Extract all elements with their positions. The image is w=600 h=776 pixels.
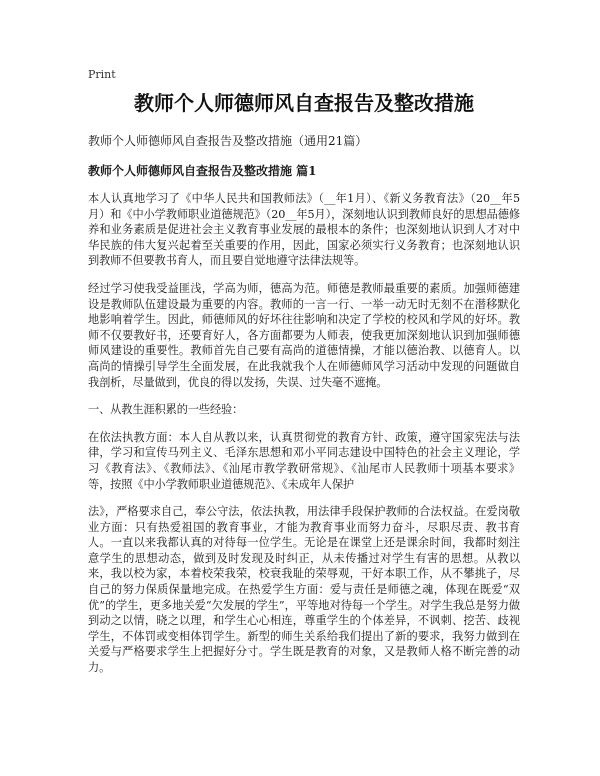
document-subtitle: 教师个人师德师风自查报告及整改措施（通用21篇） [88, 134, 368, 148]
page-title: 教师个人师德师风自查报告及整改措施 [134, 91, 474, 115]
paragraph-3: 在依法执教方面：本人自从教以来，认真贯彻党的教育方针、政策，遵守国家宪法与法律，学习和宣传马列主义、毛泽东思想和邓小平同志建设中国特色的社会主义理论，学习《教育法》、《教师法》、《汕尾市教学教研常规》、《汕尾市人民教师十项基本要求》等，按照《中小学教师职业道德规范》、《未成年人保护 [88, 430, 520, 491]
section-heading: 教师个人师德师风自查报告及整改措施 篇1 [88, 164, 317, 178]
paragraph-1: 本人认真地学习了《中华人民共和国教师法》（__年1月）、《新义务教育法》（20__年5月）和《中小学教师职业道德规范》（20__年5月），深刻地认识到教师良好的思想品德修养和业务素质是促进社会主义教育事业发展的最根本的条件；也深刻地认识到人才对中华民族的伟大复兴起着至关重要的作用，因此，国家必须实行义务教育；也深刻地认识到教师不但要教书育人，而且要自觉地遵守法律法规等。 [88, 192, 520, 268]
paragraph-2: 经过学习使我受益匪浅，学高为师，德高为范。师德是教师最重要的素质。加强师德建设是教师队伍建设最为重要的内容。教师的一言一行、一举一动无时无刻不在潜移默化地影响着学生。因此，师德师风的好坏往往影响和决定了学校的校风和学风的好坏。教师不仅要教好书，还要育好人，各方面都要为人师表，使我更加深刻地认识到加强师德师风建设的重要性。教师首先自己要有高尚的道德情操，才能以德治教、以德育人。以高尚的情操引导学生全面发展，在此我就我个人在师德师风学习活动中发现的问题做自我剖析，尽量做到，优良的得以发扬，失误、过失毫不遮掩。 [88, 281, 520, 389]
paragraph-4: 法》，严格要求自己，奉公守法，依法执教，用法律手段保护教师的合法权益。在爱岗敬业方面：只有热爱祖国的教育事业，才能为教育事业而努力奋斗，尽职尽责、教书育人。一直以来我都认真的对待每一位学生。无论是在课堂上还是课余时间，我都时刻注意学生的思想动态，做到及时发现及时纠正，从未传播过对学生有害的思想。从教以来，我以校为家，本着校荣我荣，校衰我耻的荣辱观，干好本职工作，从不攀挑子，尽自己的努力保质保量地完成。在热爱学生方面：爱与责任是师德之魂，体现在既爱“双优”的学生，更多地关爱“欠发展的学生”，平等地对待每一个学生。对学生我总是努力做到动之以情，晓之以理，和学生心心相连，尊重学生的个体差异，不讽刺、挖苦、歧视学生，不体罚或变相体罚学生。新型的师生关系给我们提出了新的要求，我努力做到在关爱与严格要求学生上把握好分寸。学生既是教育的对象，又是教师人格不断完善的动力。 [88, 505, 520, 675]
document-page [88, 68, 520, 688]
print-link[interactable]: Print [88, 68, 116, 81]
subheading-experience: 一、从教生涯积累的一些经验： [88, 403, 244, 417]
